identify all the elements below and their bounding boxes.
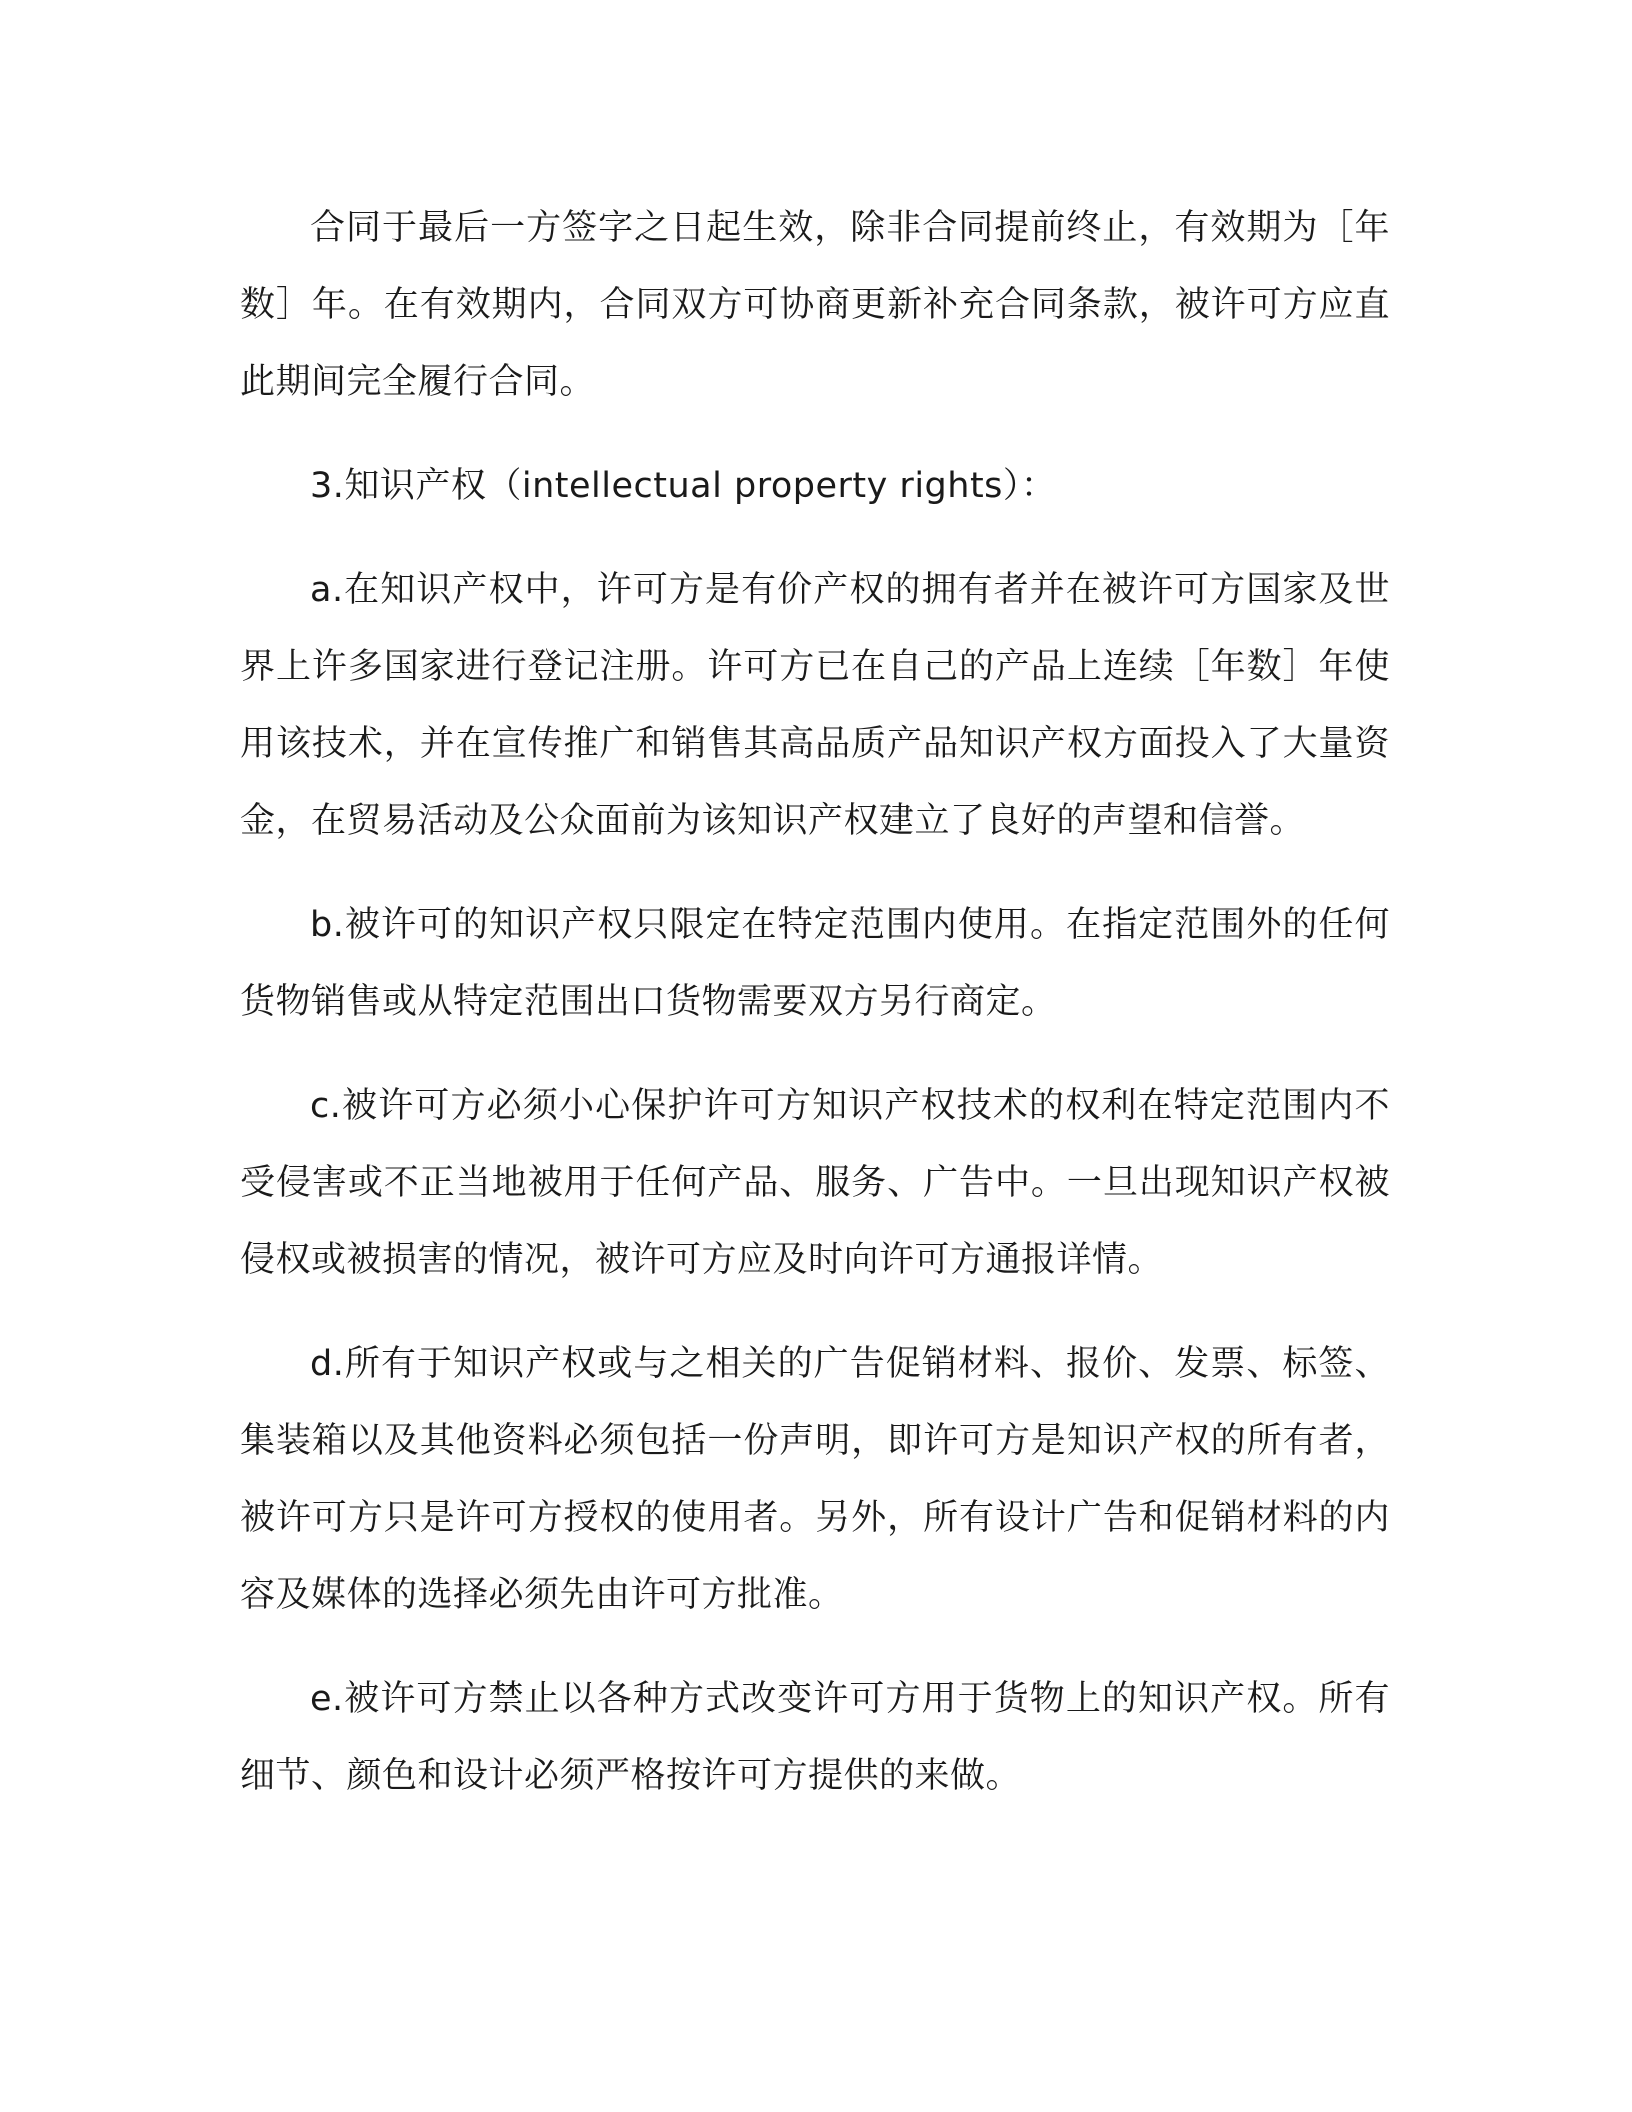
clause-a: a.在知识产权中，许可方是有价产权的拥有者并在被许可方国家及世界上许多国家进行登记注册。许可方已在自己的产品上连续［年数］年使用该技术，并在宣传推广和销售其高品质产品知识产权方面投入了大量资金，在贸易活动及公众面前为该知识产权建立了良好的声望和信誉。: [240, 570, 1390, 841]
clause-d: d.所有于知识产权或与之相关的广告促销材料、报价、发票、标签、集装箱以及其他资料必须包括一份声明，即许可方是知识产权的所有者，被许可方只是许可方授权的使用者。另外，所有设计广告和促销材料的内容及媒体的选择必须先由许可方批准。: [240, 1344, 1390, 1615]
clause-b: b.被许可的知识产权只限定在特定范围内使用。在指定范围外的任何货物销售或从特定范围出口货物需要双方另行商定。: [240, 905, 1390, 1022]
clause-e: e.被许可方禁止以各种方式改变许可方用于货物上的知识产权。所有细节、颜色和设计必须严格按许可方提供的来做。: [240, 1679, 1390, 1796]
section-heading-intellectual-property: 3.知识产权（intellectual property rights）：: [310, 466, 1057, 506]
paragraph-validity: 合同于最后一方签字之日起生效，除非合同提前终止，有效期为［年数］年。在有效期内，合同双方可协商更新补充合同条款，被许可方应直此期间完全履行合同。: [240, 208, 1390, 402]
clause-c: c.被许可方必须小心保护许可方知识产权技术的权利在特定范围内不受侵害或不正当地被用于任何产品、服务、广告中。一旦出现知识产权被侵权或被损害的情况，被许可方应及时向许可方通报详情。: [240, 1086, 1390, 1280]
document-page: [240, 190, 1390, 1842]
